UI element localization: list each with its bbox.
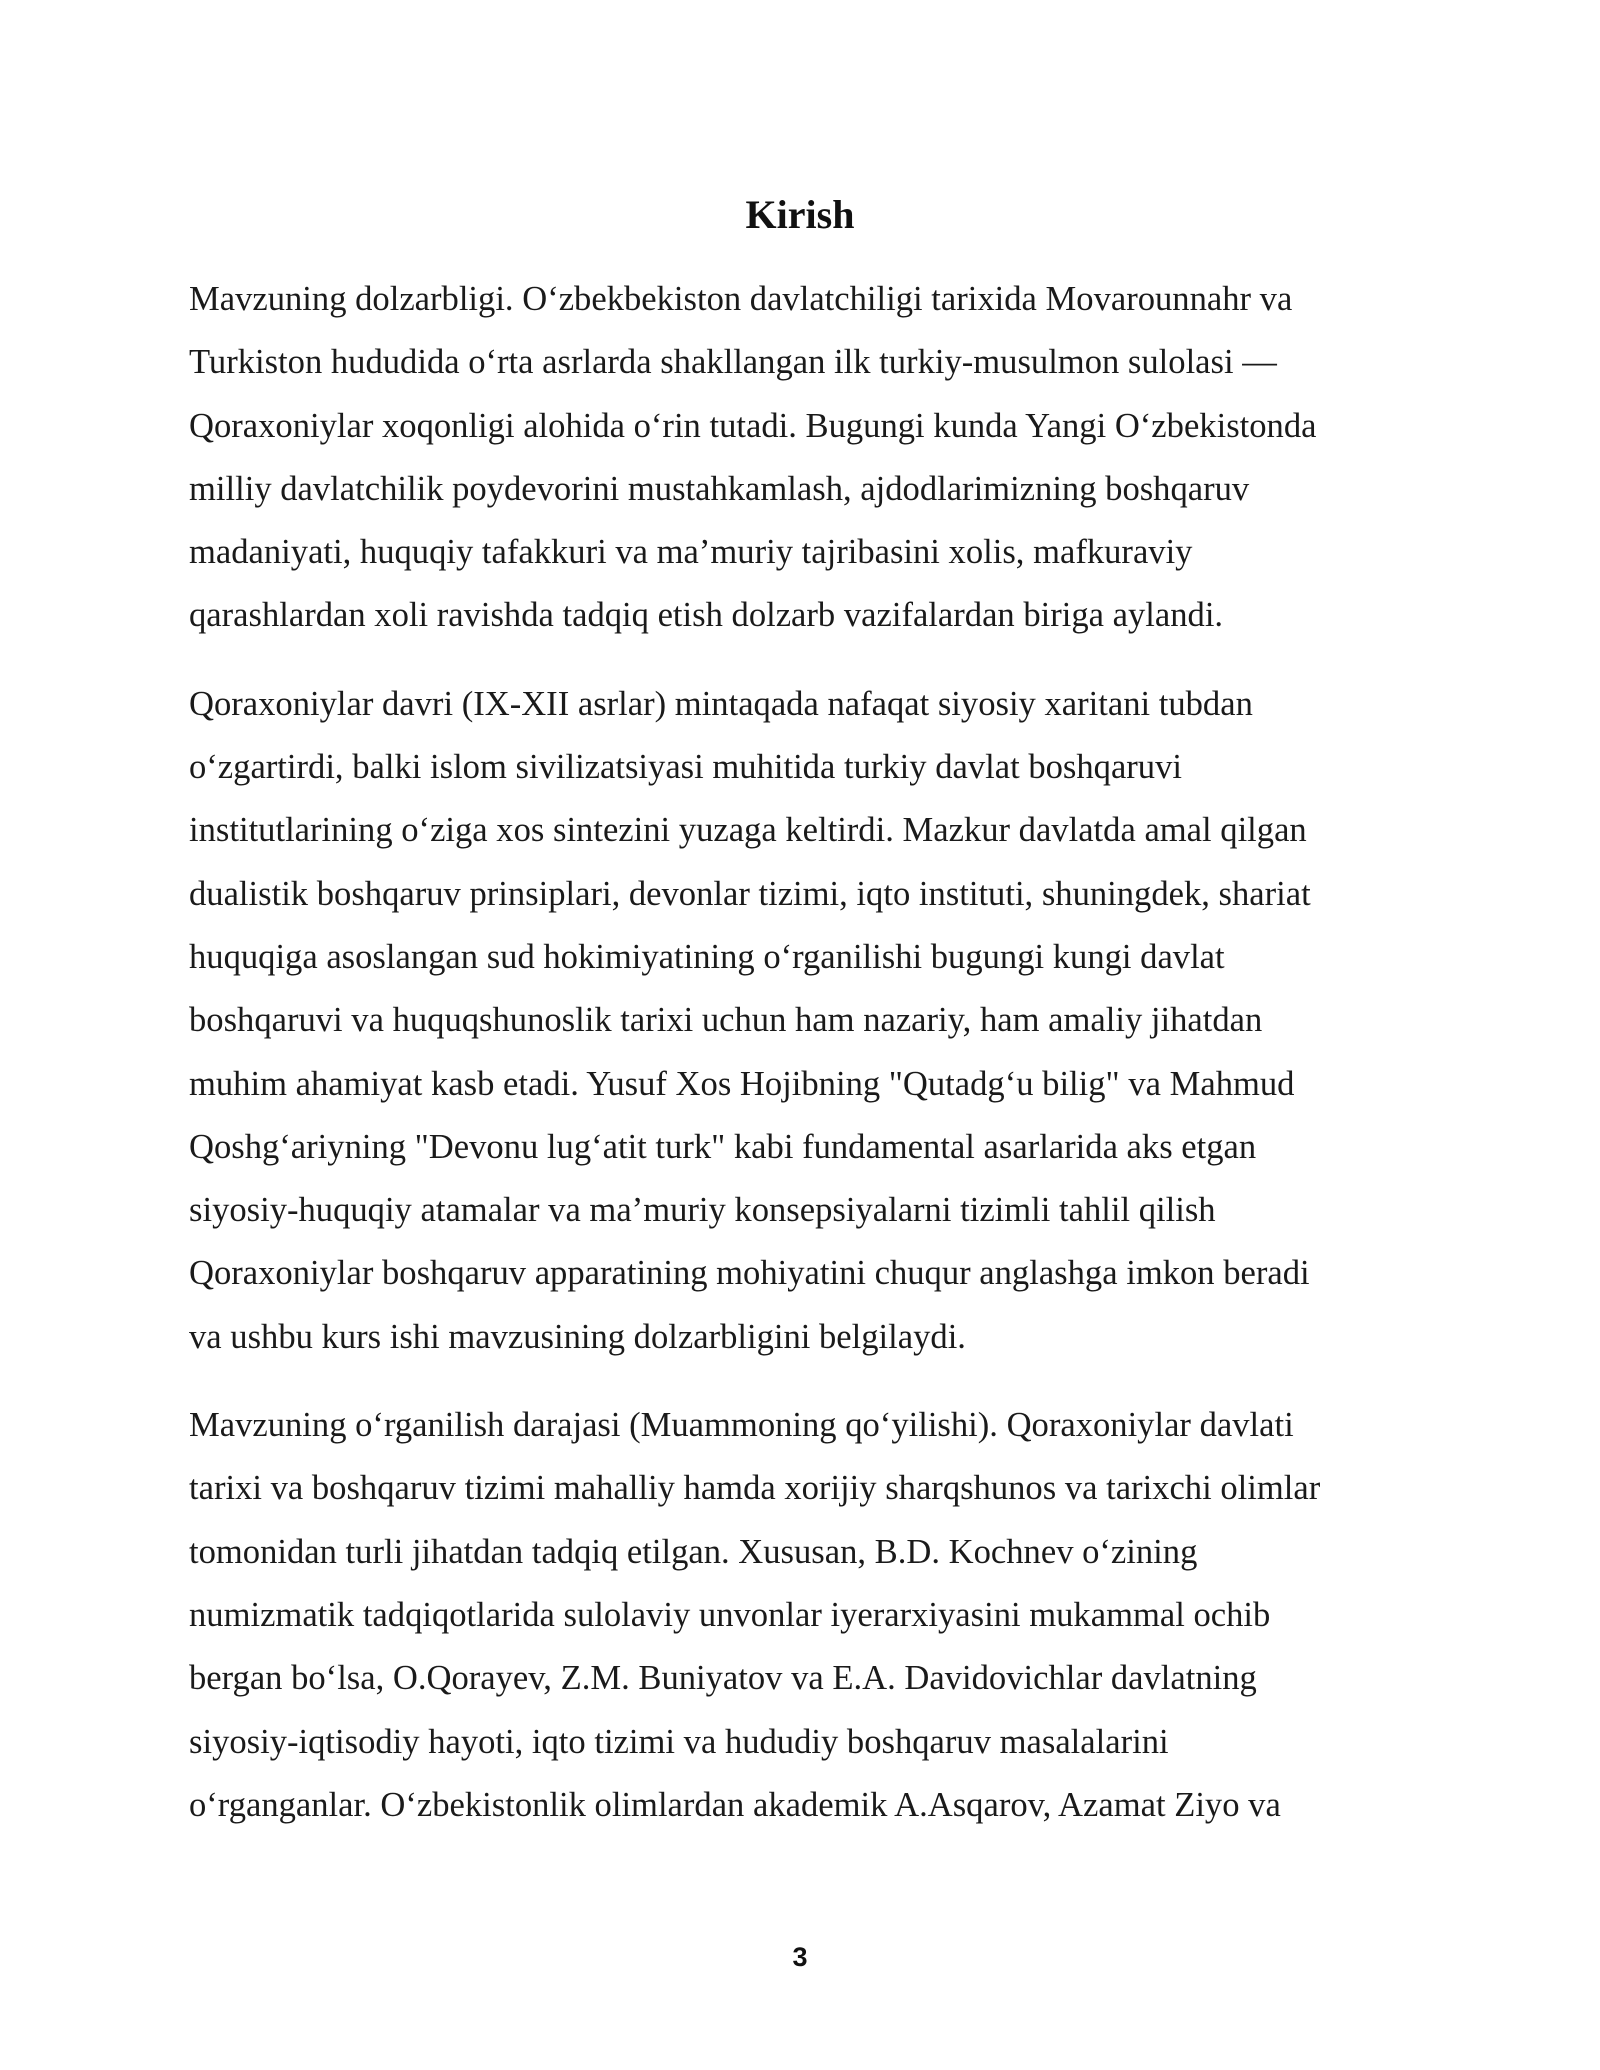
text-line: huquqiga asoslangan sud hokimiyatining o‘rganilishi bugungi kungi davlat	[189, 937, 1225, 976]
text-line: milliy davlatchilik poydevorini mustahkamlash, ajdodlarimizning boshqaruv	[189, 469, 1250, 508]
text-line: va ushbu kurs ishi mavzusining dolzarbligini belgilaydi.	[189, 1317, 966, 1356]
text-line: o‘zgartirdi, balki islom sivilizatsiyasi muhitida turkiy davlat boshqaruvi	[189, 748, 1182, 787]
text-line: Qoraxoniylar xoqonligi alohida o‘rin tutadi. Bugungi kunda Yangi O‘zbekistonda	[189, 406, 1317, 445]
text-line: Qoraxoniylar boshqaruv apparatining mohiyatini chuqur anglashga imkon beradi	[189, 1254, 1310, 1293]
text-line: tomonidan turli jihatdan tadqiq etilgan. Xususan, B.D. Kochnev o‘zining	[189, 1532, 1198, 1571]
text-line: qarashlardan xoli ravishda tadqiq etish dolzarb vazifalardan biriga aylandi.	[189, 596, 1224, 635]
text-line: siyosiy-huquqiy atamalar va ma’muriy konsepsiyalarni tizimli tahlil qilish	[189, 1191, 1216, 1230]
text-line: Turkiston hududida o‘rta asrlarda shakllangan ilk turkiy-musulmon sulolasi —	[189, 343, 1277, 382]
document-body	[189, 268, 1411, 1862]
text-line: siyosiy-iqtisodiy hayoti, iqto tizimi va hududiy boshqaruv masalalarini	[189, 1722, 1169, 1761]
text-line: Qoraxoniylar davri (IX-XII asrlar) mintaqada nafaqat siyosiy xaritani tubdan	[189, 684, 1253, 723]
text-line: o‘rganganlar. O‘zbekistonlik olimlardan akademik A.Asqarov, Azamat Ziyo va	[189, 1785, 1281, 1824]
page-title: Kirish	[745, 192, 855, 237]
text-line: madaniyati, huquqiy tafakkuri va ma’muriy tajribasini xolis, mafkuraviy	[189, 533, 1193, 572]
text-line: Mavzuning o‘rganilish darajasi (Muammoning qo‘yilishi). Qoraxoniylar davlati	[189, 1406, 1294, 1445]
paragraph-historical-context	[189, 673, 1411, 1369]
text-line: Qoshg‘ariyning "Devonu lug‘atit turk" kabi fundamental asarlarida aks etgan	[189, 1127, 1257, 1166]
text-line: bergan bo‘lsa, O.Qorayev, Z.M. Buniyatov va E.A. Davidovichlar davlatning	[189, 1659, 1257, 1698]
text-line: muhim ahamiyat kasb etadi. Yusuf Xos Hojibning "Qutadg‘u bilig" va Mahmud	[189, 1064, 1295, 1103]
text-line: tarixi va boshqaruv tizimi mahalliy hamda xorijiy sharqshunos va tarixchi olimlar	[189, 1469, 1321, 1508]
paragraph-research-level	[189, 1394, 1411, 1837]
text-line: dualistik boshqaruv prinsiplari, devonlar tizimi, iqto instituti, shuningdek, shariat	[189, 874, 1311, 913]
text-line: Mavzuning dolzarbligi. O‘zbekbekiston davlatchiligi tarixida Movarounnahr va	[189, 280, 1293, 318]
paragraph-relevance	[189, 268, 1411, 648]
text-line: boshqaruvi va huquqshunoslik tarixi uchun ham nazariy, ham amaliy jihatdan	[189, 1001, 1263, 1040]
text-line: institutlarining o‘ziga xos sintezini yuzaga keltirdi. Mazkur davlatda amal qilgan	[189, 811, 1307, 850]
text-line: numizmatik tadqiqotlarida sulolaviy unvonlar iyerarxiyasini mukammal ochib	[189, 1595, 1271, 1634]
page-number: 3	[792, 1942, 808, 1972]
